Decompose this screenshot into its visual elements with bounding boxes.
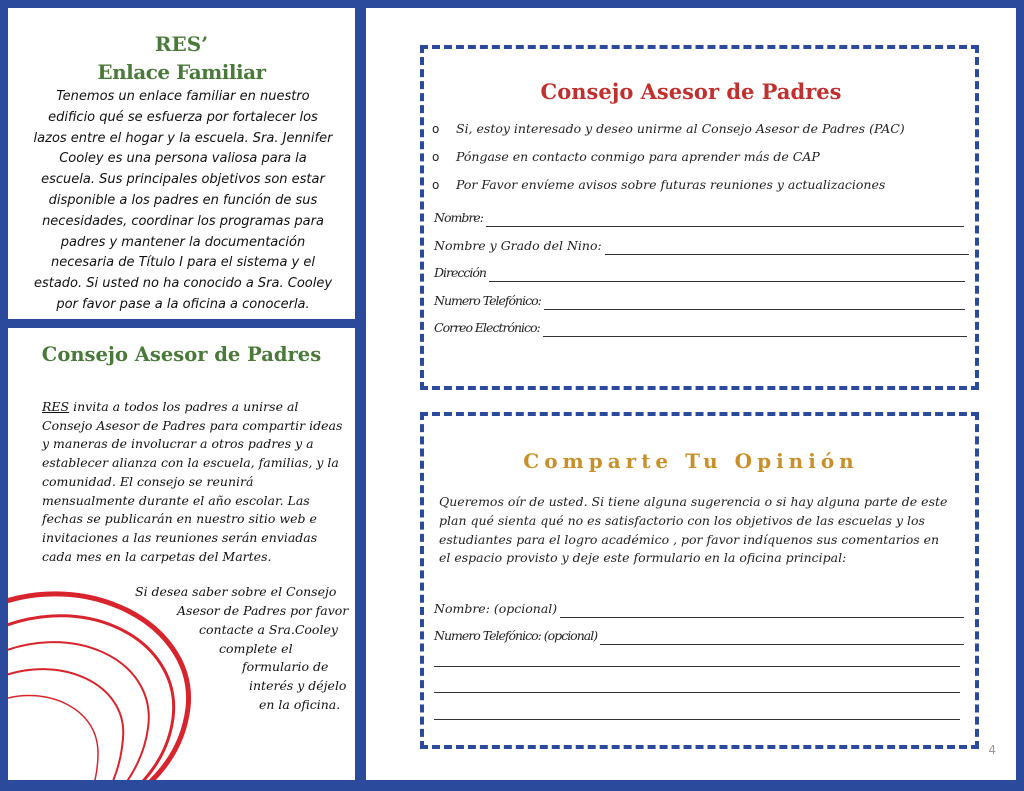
share-opinion-text: Queremos oír de usted. Si tiene alguna sugerencia o si hay alguna parte de este plan qué sienta qué no es satisfactorio con los objetivos de las escuelas y los estudiantes para el logro académico , por favor indíquenos sus comentarios en el espacio provisto y deje este formulario en la oficina principal: xyxy=(439,494,948,566)
pac-option-label: Póngase en contacto conmigo para aprender más de CAP xyxy=(456,149,820,164)
field-label: Dirección xyxy=(434,265,486,280)
comment-line[interactable] xyxy=(434,719,960,720)
optional-name-field[interactable] xyxy=(434,600,964,618)
email-input-line[interactable] xyxy=(543,322,967,337)
optional-phone-field[interactable] xyxy=(434,627,964,645)
contact-line-4: complete el xyxy=(219,641,293,656)
contact-line-5: formulario de xyxy=(242,659,329,674)
field-label: Correo Electrónico: xyxy=(434,320,540,335)
checkbox-circle-icon[interactable]: o xyxy=(432,150,440,164)
res-title: RES’ xyxy=(154,32,209,56)
page-number: 4 xyxy=(988,743,996,757)
pac-option-join[interactable] xyxy=(432,120,905,138)
family-liaison-heading: Enlace Familiar xyxy=(97,60,266,84)
address-field[interactable] xyxy=(434,264,965,282)
checkbox-circle-icon[interactable]: o xyxy=(432,178,440,192)
family-liaison-text: Tenemos un enlace familiar en nuestro edificio qué se esfuerza por fortalecer los lazos entre el hogar y la escuela. Sra. Jennifer Cooley es una persona valiosa para la escuela. Sus principales objetivos son estar disponible a los padres en función de sus necesidades, coordinar los programas para padres y mantener la documentación necesaria de Título I para el sistema y el estado. Si usted no ha conocido a Sra. Cooley por favor pase a la oficina a conocerla. xyxy=(33,89,333,312)
phone-field[interactable] xyxy=(434,292,965,310)
pac-option-label: Por Favor envíeme avisos sobre futuras reuniones y actualizaciones xyxy=(456,177,886,192)
pac-form-title: Consejo Asesor de Padres xyxy=(540,79,842,104)
share-opinion-title: Comparte Tu Opinión xyxy=(523,449,859,473)
email-field[interactable] xyxy=(434,319,967,337)
optional-name-input-line[interactable] xyxy=(560,603,964,618)
parent-council-info-panel xyxy=(8,328,355,780)
field-label: Nombre y Grado del Nino: xyxy=(434,238,602,253)
family-liaison-panel xyxy=(8,8,355,319)
field-label: Numero Telefónico: xyxy=(434,293,541,308)
forms-panel xyxy=(366,8,1016,780)
parent-council-text-rest: invita a todos los padres a unirse al Consejo Asesor de Padres para compartir ideas y maneras de involucrar a otros padres y a establecer alianza con la escuela, familias, y la comunidad. El consejo se reunirá mensualmente durante el año escolar. Las fechas se publicarán en nuestro sitio web e invitaciones a las reuniones serán enviadas cada mes en la carpetas del Martes. xyxy=(42,399,343,564)
comment-line[interactable] xyxy=(434,692,960,693)
pac-option-notices[interactable] xyxy=(432,176,885,194)
child-name-grade-input-line[interactable] xyxy=(605,240,969,255)
res-underlined-name: RES xyxy=(42,399,70,414)
parent-council-text xyxy=(42,398,347,566)
field-label: Nombre: xyxy=(434,210,483,225)
phone-input-line[interactable] xyxy=(544,295,965,310)
name-field[interactable] xyxy=(434,209,964,227)
contact-line-7: en la oficina. xyxy=(259,697,341,712)
address-input-line[interactable] xyxy=(489,267,965,282)
checkbox-circle-icon[interactable]: o xyxy=(432,122,440,136)
optional-phone-input-line[interactable] xyxy=(600,630,964,645)
contact-line-6: interés y déjelo xyxy=(249,678,347,693)
name-input-line[interactable] xyxy=(486,212,964,227)
pac-option-label: Si, estoy interesado y deseo unirme al Consejo Asesor de Padres (PAC) xyxy=(456,121,905,136)
contact-line-3: contacte a Sra.Cooley xyxy=(199,622,338,637)
pac-option-contact[interactable] xyxy=(432,148,820,166)
contact-line-1: Si desea saber sobre el Consejo xyxy=(135,584,337,599)
field-label: Numero Telefónico: (opcional) xyxy=(434,628,598,643)
child-name-grade-field[interactable] xyxy=(434,237,969,255)
field-label: Nombre: (opcional) xyxy=(434,601,558,616)
comment-line[interactable] xyxy=(434,666,960,667)
parent-council-heading: Consejo Asesor de Padres xyxy=(41,343,322,366)
contact-line-2: Asesor de Padres por favor xyxy=(177,603,349,618)
